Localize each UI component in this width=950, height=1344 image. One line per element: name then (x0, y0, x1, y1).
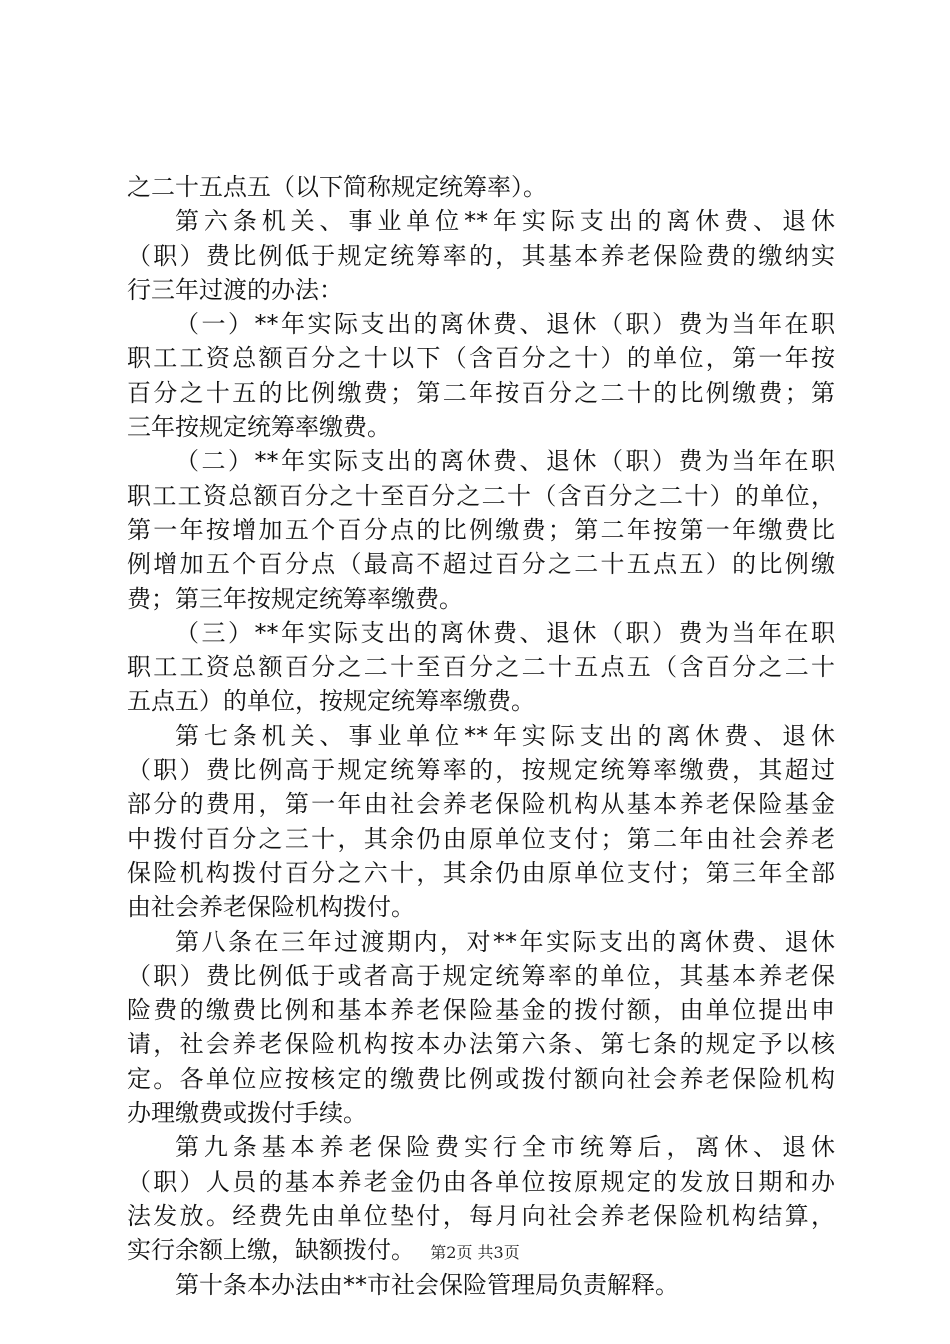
text-line: 中拨付百分之三十，其余仍由原单位支付；第二年由社会养老 (127, 824, 835, 853)
text-line: 职工工资总额百分之十至百分之二十（含百分之二十）的单位， (127, 481, 835, 510)
article-10-line-1: 第十条本办法由**市社会保险管理局负责解释。 (175, 1270, 679, 1299)
text-line: 例增加五个百分点（最高不超过百分之二十五点五）的比例缴 (127, 550, 835, 579)
page-number-footer: 第2页 共3页 (430, 1243, 520, 1262)
text-line: 之二十五点五（以下简称规定统筹率）。 (127, 173, 547, 201)
article-6-line-1: 第六条机关、事业单位**年实际支出的离休费、退休 (175, 207, 835, 236)
text-line: 五点五）的单位，按规定统筹率缴费。 (127, 687, 535, 716)
text-line: 职工工资总额百分之十以下（含百分之十）的单位，第一年按 (127, 344, 835, 373)
text-line: （职）人员的基本养老金仍由各单位按原规定的发放日期和办 (127, 1167, 835, 1196)
text-line: 三年按规定统筹率缴费。 (127, 413, 391, 442)
text-line: 实行余额上缴，缺额拨付。 (127, 1236, 415, 1265)
document-body (127, 170, 835, 1302)
text-line: （职）费比例低于规定统筹率的，其基本养老保险费的缴纳实 (127, 241, 835, 270)
clause-2-line-1: （二）**年实际支出的离休费、退休（职）费为当年在职 (175, 447, 835, 476)
clause-1-line-1: （一）**年实际支出的离休费、退休（职）费为当年在职 (175, 310, 835, 339)
text-line: （职）费比例低于或者高于规定统筹率的单位，其基本养老保 (127, 961, 835, 990)
text-line: 定。各单位应按核定的缴费比例或拨付额向社会养老保险机构 (127, 1064, 835, 1093)
article-7-line-1: 第七条机关、事业单位**年实际支出的离休费、退休 (175, 721, 835, 750)
article-8-line-1: 第八条在三年过渡期内，对**年实际支出的离休费、退休 (175, 927, 835, 956)
text-line: 部分的费用，第一年由社会养老保险机构从基本养老保险基金 (127, 790, 835, 819)
text-line: （职）费比例高于规定统筹率的，按规定统筹率缴费，其超过 (127, 756, 835, 785)
text-line: 险费的缴费比例和基本养老保险基金的拨付额，由单位提出申 (127, 996, 835, 1025)
article-9-line-1: 第九条基本养老保险费实行全市统筹后，离休、退休 (175, 1133, 835, 1162)
text-line: 保险机构拨付百分之六十，其余仍由原单位支付；第三年全部 (127, 858, 835, 887)
text-line: 由社会养老保险机构拨付。 (127, 893, 415, 922)
text-line: 行三年过渡的办法： (127, 275, 343, 304)
text-line: 请，社会养老保险机构按本办法第六条、第七条的规定予以核 (127, 1030, 835, 1059)
clause-3-line-1: （三）**年实际支出的离休费、退休（职）费为当年在职 (175, 618, 835, 647)
text-line: 办理缴费或拨付手续。 (127, 1099, 367, 1128)
text-line: 第一年按增加五个百分点的比例缴费；第二年按第一年缴费比 (127, 515, 835, 544)
text-line: 费；第三年按规定统筹率缴费。 (127, 584, 463, 613)
text-line: 百分之十五的比例缴费；第二年按百分之二十的比例缴费；第 (127, 378, 835, 407)
text-line: 法发放。经费先由单位垫付，每月向社会养老保险机构结算， (127, 1201, 835, 1230)
text-line: 职工工资总额百分之二十至百分之二十五点五（含百分之二十 (127, 653, 835, 682)
